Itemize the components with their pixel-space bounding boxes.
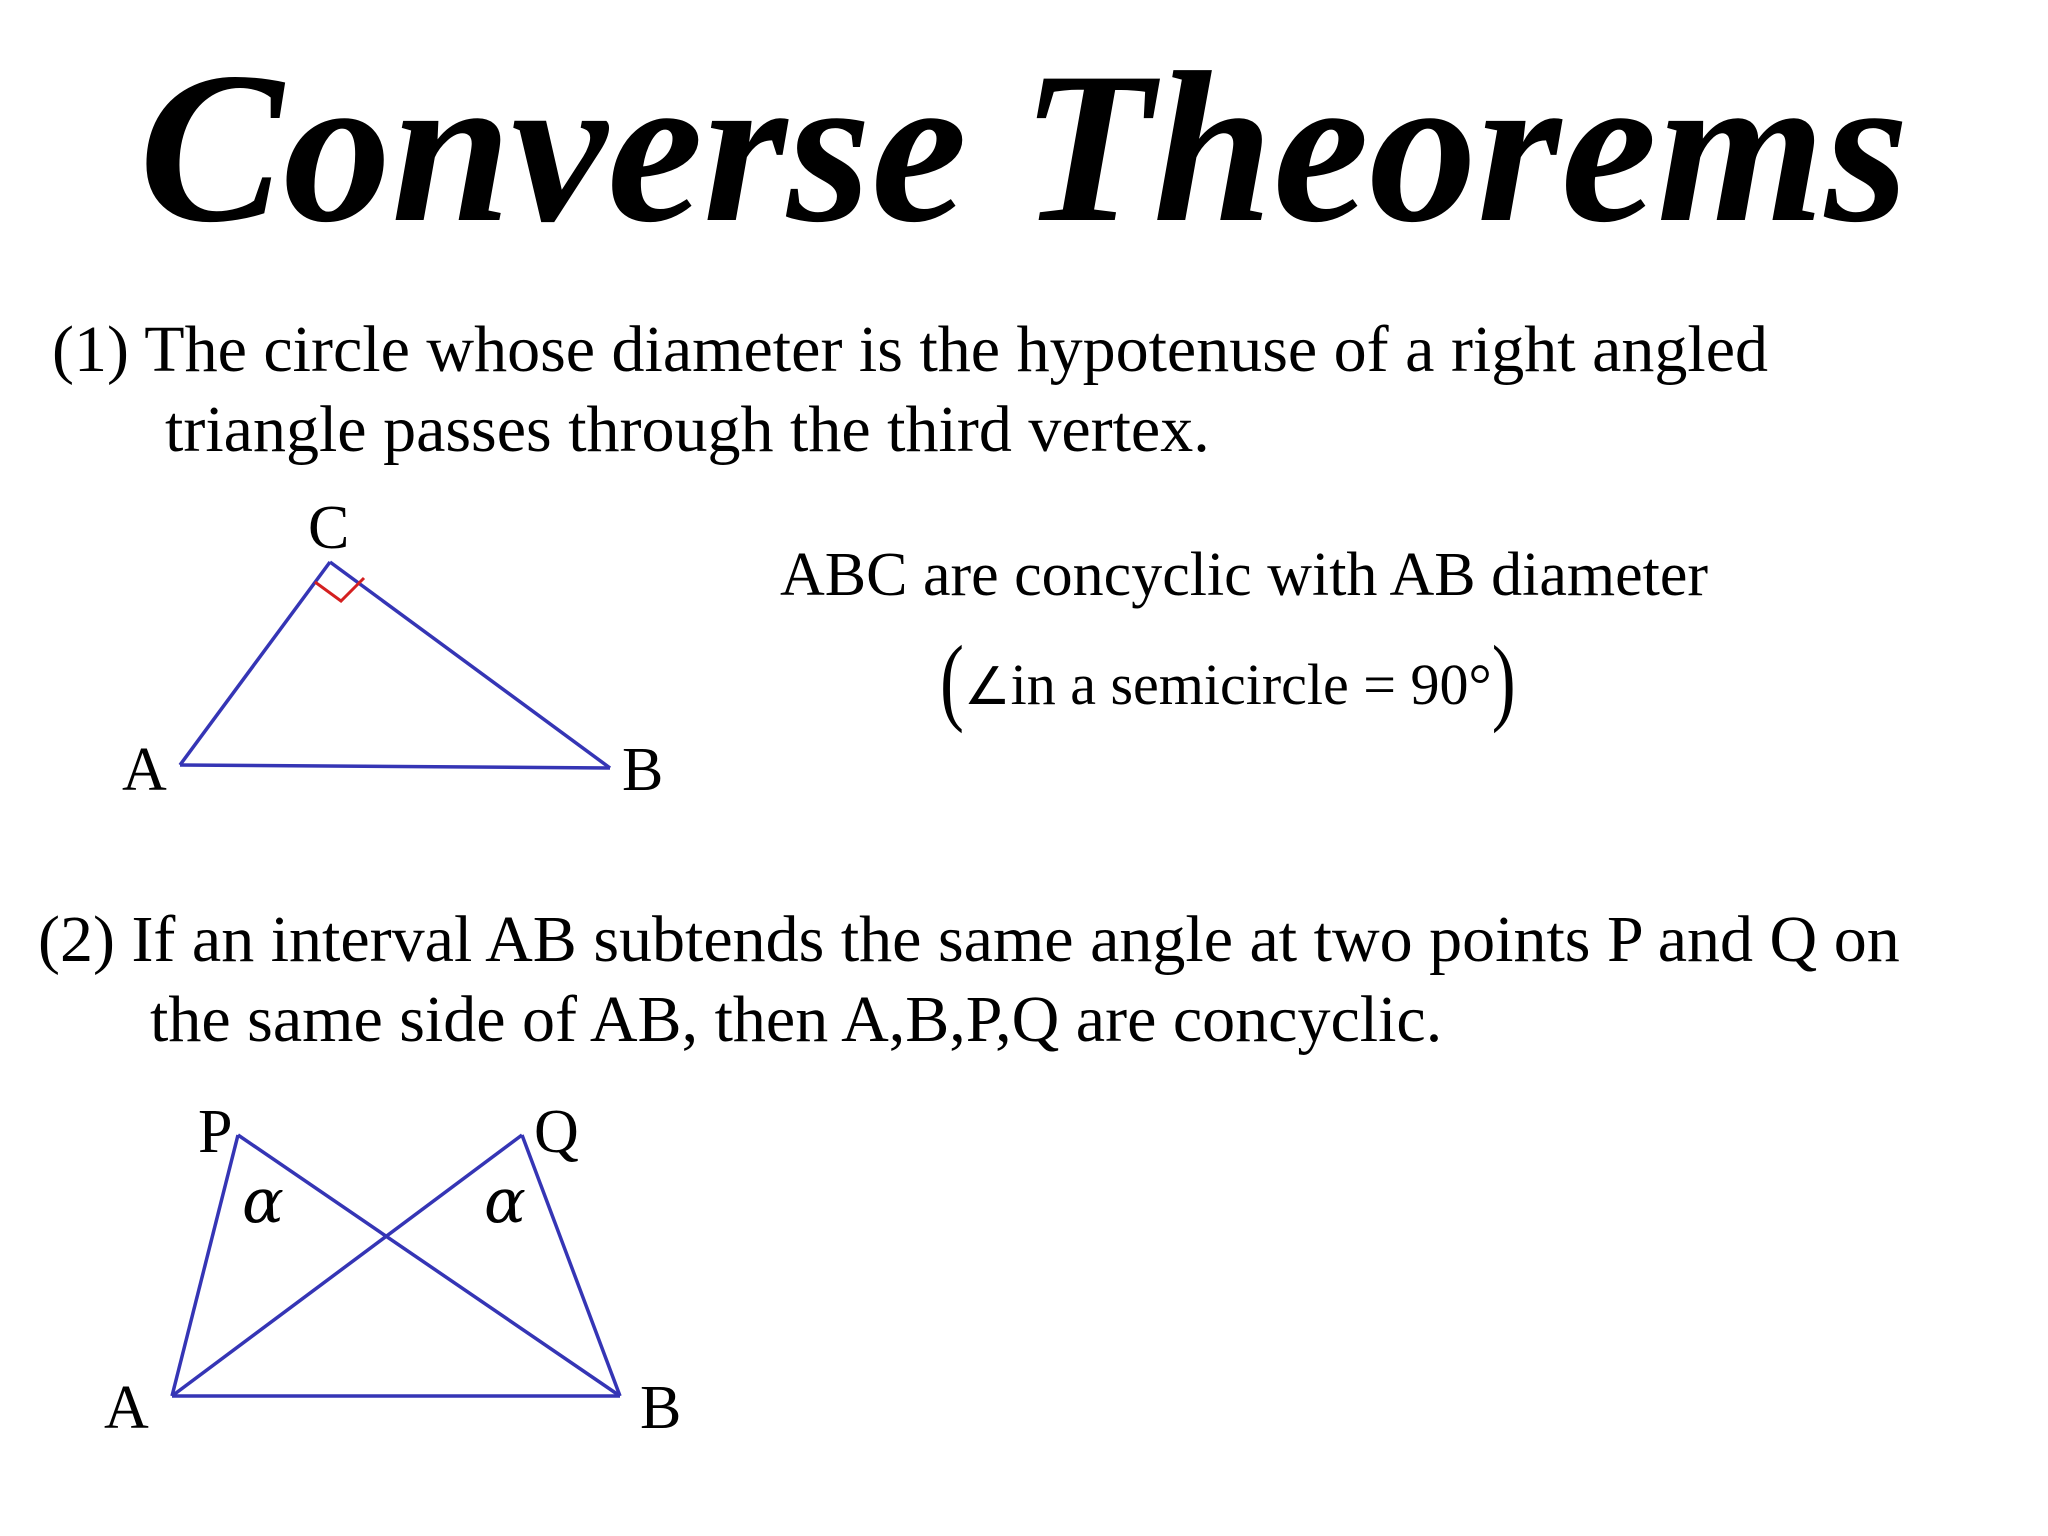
angle-icon: ∠ (963, 657, 1011, 717)
vertex-label-b2: B (640, 1374, 682, 1442)
segment-qb (522, 1135, 620, 1396)
reason-close-paren: ) (1491, 626, 1516, 734)
segment-ap (172, 1135, 238, 1396)
segment-pb (238, 1135, 620, 1396)
reason-value: 90° (1410, 652, 1492, 717)
vertex-label-a: A (122, 736, 167, 804)
theorem-2-line-1: (2) If an interval AB subtends the same angle at two points P and Q on (38, 903, 1900, 976)
theorem-1-line-2: triangle passes through the third vertex. (165, 393, 1210, 466)
side-cb (330, 562, 610, 768)
equal-angles-diagram (104, 1098, 681, 1442)
vertex-label-q: Q (534, 1098, 579, 1166)
theorem-1-conclusion: ABC are concyclic with AB diameter (780, 541, 1709, 609)
right-triangle-diagram (122, 494, 663, 804)
reason-open-paren: ( (940, 626, 964, 734)
reason-equals: = (1348, 652, 1411, 717)
side-ab (180, 765, 610, 768)
reason-text: in a semicircle (1010, 652, 1349, 717)
theorem-2-line-2: the same side of AB, then A,B,P,Q are concyclic. (150, 983, 1443, 1056)
vertex-label-a2: A (104, 1374, 149, 1442)
theorem-1-line-1: (1) The circle whose diameter is the hypotenuse of a right angled (52, 313, 1769, 386)
vertex-label-b: B (622, 736, 664, 804)
angle-label-p: α (242, 1164, 284, 1237)
side-ac (180, 562, 330, 765)
vertex-label-c: C (308, 494, 350, 562)
vertex-label-p: P (198, 1098, 233, 1166)
page-title: Converse Theorems (139, 28, 1909, 267)
angle-label-q: α (484, 1164, 526, 1237)
segment-aq (172, 1135, 522, 1396)
